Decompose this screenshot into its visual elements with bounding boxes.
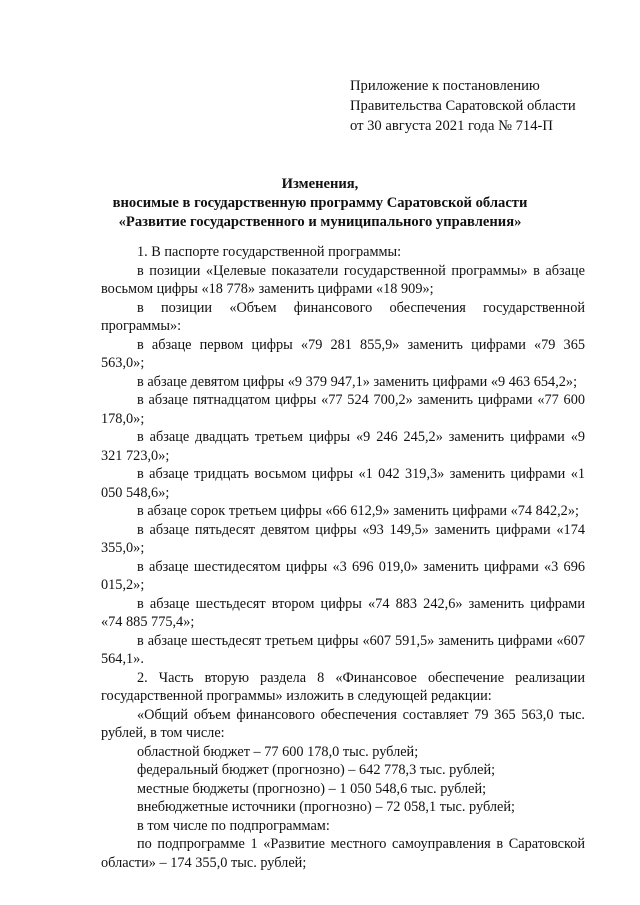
budget-line: местные бюджеты (прогнозно) – 1 050 548,6 тыс. рублей; (137, 780, 487, 797)
appendix-line: Правительства Саратовской области (350, 98, 576, 114)
paragraph: в абзаце первом цифры «79 281 855,9» заменить цифрами «79 365 563,0»; (101, 336, 585, 371)
budget-line: федеральный бюджет (прогнозно) – 642 778,3 тыс. рублей; (137, 762, 496, 778)
document-title (0, 175, 640, 232)
appendix-line: Приложение к постановлению (350, 78, 540, 94)
paragraph: в том числе по подпрограммам: (137, 817, 330, 834)
paragraph: 2. Часть вторую раздела 8 «Финансовое обеспечение реализации государственной программы» изложить в следующей редакции: (101, 669, 585, 704)
paragraph: в абзаце пятнадцатом цифры «77 524 700,2» заменить цифрами «77 600 178,0»; (101, 392, 585, 427)
paragraph: в абзаце двадцать третьем цифры «9 246 245,2» заменить цифрами «9 321 723,0»; (101, 429, 585, 464)
paragraph: по подпрограмме 1 «Развитие местного самоуправления в Саратовской области» – 174 355,0 тыс. рублей; (101, 836, 585, 871)
paragraph: в абзаце девятом цифры «9 379 947,1» заменить цифрами «9 463 654,2»; (137, 373, 578, 390)
paragraph: «Общий объем финансового обеспечения составляет 79 365 563,0 тыс. рублей, в том числе: (101, 706, 585, 741)
paragraph: в позиции «Целевые показатели государственной программы» в абзаце восьмом цифры «18 778» заменить цифрами «18 909»; (101, 262, 585, 297)
budget-line: внебюджетные источники (прогнозно) – 72 058,1 тыс. рублей; (137, 799, 515, 815)
title-line: «Развитие государственного и муниципального управления» (118, 214, 522, 230)
paragraph: в абзаце тридцать восьмом цифры «1 042 319,3» заменить цифрами «1 050 548,6»; (101, 466, 585, 501)
title-line: Изменения, (281, 176, 359, 192)
paragraph: в позиции «Объем финансового обеспечения государственной программы»: (101, 299, 585, 334)
paragraph: в абзаце шестьдесят втором цифры «74 883 242,6» заменить цифрами «74 885 775,4»; (101, 595, 585, 630)
paragraph: в абзаце шестьдесят третьем цифры «607 591,5» заменить цифрами «607 564,1». (101, 632, 585, 667)
budget-line: областной бюджет – 77 600 178,0 тыс. рублей; (137, 743, 419, 760)
appendix-header (350, 76, 630, 136)
paragraph: в абзаце пятьдесят девятом цифры «93 149,5» заменить цифрами «174 355,0»; (101, 521, 585, 556)
paragraph: 1. В паспорте государственной программы: (137, 244, 402, 260)
title-line: вносимые в государственную программу Саратовской области (112, 195, 528, 211)
paragraph: в абзаце шестидесятом цифры «3 696 019,0» заменить цифрами «3 696 015,2»; (101, 558, 585, 593)
paragraph: в абзаце сорок третьем цифры «66 612,9» заменить цифрами «74 842,2»; (137, 503, 579, 519)
document-body (101, 243, 585, 872)
appendix-line: от 30 августа 2021 года № 714-П (350, 118, 553, 134)
